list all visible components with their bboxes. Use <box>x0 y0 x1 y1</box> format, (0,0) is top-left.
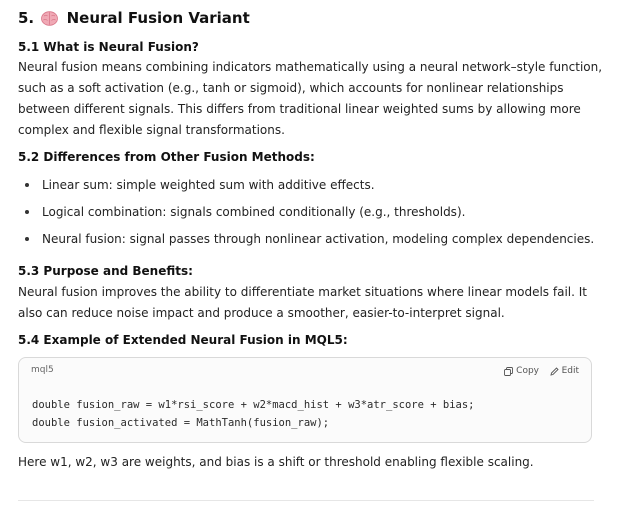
list-item <box>18 175 608 202</box>
subheading-example: 5.4 Example of Extended Neural Fusion in MQL5: <box>18 333 348 347</box>
section-title-text: Neural Fusion Variant <box>66 9 250 27</box>
code-block <box>18 357 592 443</box>
brain-icon <box>41 11 58 31</box>
section-number: 5. <box>18 9 35 27</box>
section-divider <box>18 500 594 501</box>
pencil-icon <box>550 367 559 376</box>
edit-button[interactable] <box>550 364 579 378</box>
bullet-dot <box>25 237 29 241</box>
subheading-purpose: 5.3 Purpose and Benefits: <box>18 264 193 278</box>
list-item-text: Neural fusion: signal passes through nonlinear activation, modeling complex dependencies. <box>42 232 595 246</box>
list-item-text: Logical combination: signals combined conditionally (e.g., thresholds). <box>42 205 466 219</box>
copy-label: Copy <box>516 366 539 376</box>
section-title <box>18 8 250 31</box>
paragraph-purpose: Neural fusion improves the ability to differentiate market situations where linear models fail. It also can reduce noise impact and produce a smoother, easier-to-interpret signal. <box>18 285 587 320</box>
list-item-text: Linear sum: simple weighted sum with additive effects. <box>42 178 375 192</box>
code-line: double fusion_raw = w1*rsi_score + w2*macd_hist + w3*atr_score + bias; <box>32 399 475 411</box>
bullet-dot <box>25 183 29 187</box>
subheading-differences: 5.2 Differences from Other Fusion Methods: <box>18 150 315 164</box>
code-line: double fusion_activated = MathTanh(fusion_raw); <box>32 417 330 429</box>
code-content <box>32 396 475 432</box>
paragraph-definition: Neural fusion means combining indicators mathematically using a neural network–style function, such as a soft activation (e.g., tanh or sigmoid), which accounts for nonlinear relationships between different signals. This differs from traditional linear weighted sums by allowing more complex and flexible signal transformations. <box>18 60 603 137</box>
code-language-label: mql5 <box>31 365 54 375</box>
differences-list <box>18 175 608 256</box>
copy-icon <box>504 367 513 376</box>
bullet-dot <box>25 210 29 214</box>
copy-button[interactable] <box>504 364 539 378</box>
subheading-what-is: 5.1 What is Neural Fusion? <box>18 40 199 54</box>
list-item <box>18 202 608 229</box>
list-item <box>18 229 608 256</box>
edit-label: Edit <box>561 366 579 376</box>
paragraph-weights-note: Here w1, w2, w3 are weights, and bias is a shift or threshold enabling flexible scaling. <box>18 455 534 469</box>
